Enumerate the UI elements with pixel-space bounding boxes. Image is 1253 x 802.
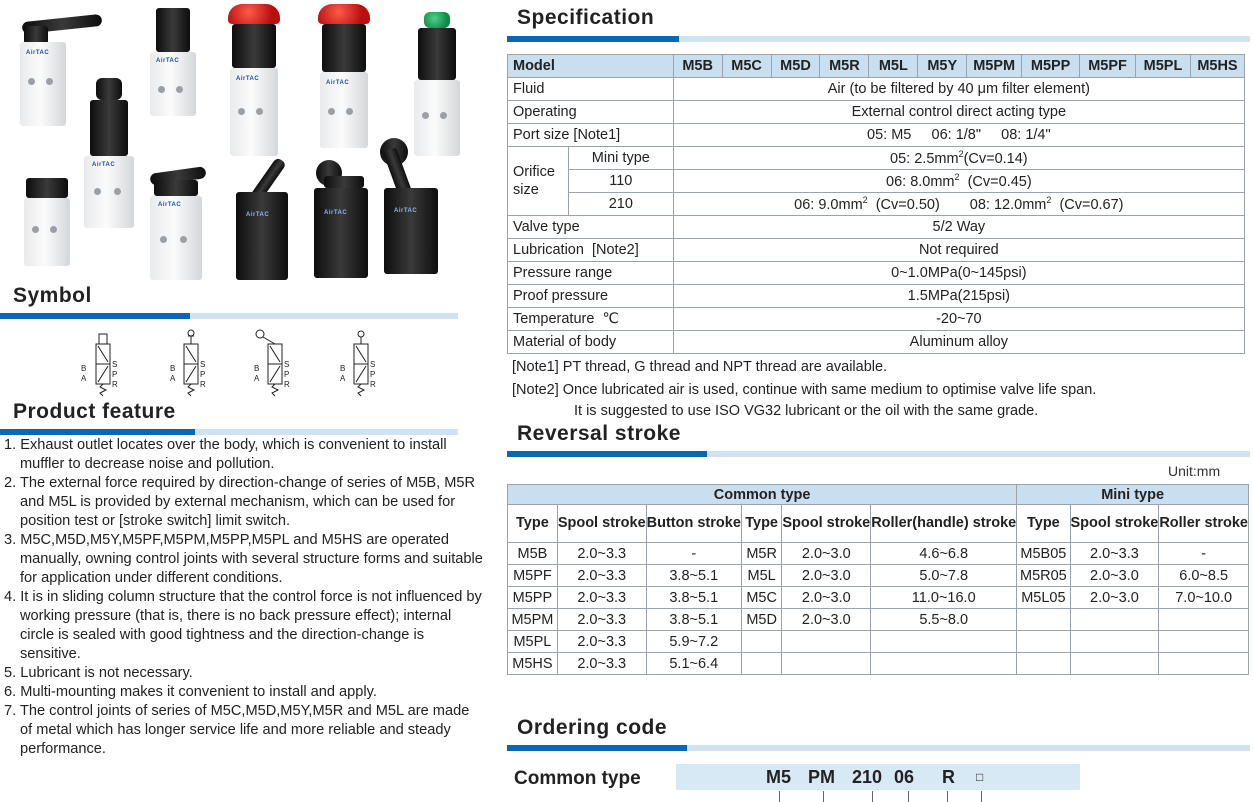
- spec-value: External control direct acting type: [673, 101, 1244, 124]
- spec-label: Operating: [508, 101, 674, 124]
- cell: [1070, 653, 1159, 675]
- col-header: Spool stroke: [1070, 505, 1159, 543]
- code-segment-series: M5: [766, 767, 792, 787]
- cell: M5PL: [508, 631, 558, 653]
- valve-photo-m5pf: [414, 12, 460, 156]
- cell: 2.0~3.0: [1070, 587, 1159, 609]
- feature-list: [4, 436, 484, 759]
- cell: [1017, 609, 1070, 631]
- port-b-label: B: [81, 364, 87, 373]
- orifice-sup: 2: [1046, 195, 1052, 206]
- port-s-label: S: [200, 360, 206, 369]
- cell: M5D: [741, 609, 781, 631]
- reversal-divider: [507, 451, 1250, 457]
- cell: 5.1~6.4: [646, 653, 741, 675]
- orifice-value: 06: 9.0mm: [794, 196, 863, 213]
- cell: M5B05: [1017, 543, 1070, 565]
- spec-row-material: [508, 331, 1245, 354]
- model-cell: M5D: [771, 55, 820, 78]
- feature-item: 1. Exhaust outlet locates over the body, which is convenient to install muffler to decrease noise and pollution.: [4, 437, 447, 472]
- cell: 3.8~5.1: [646, 609, 741, 631]
- cell: [741, 631, 781, 653]
- model-cell: M5R: [820, 55, 869, 78]
- cell: 2.0~3.0: [782, 609, 871, 631]
- spec-row-fluid: [508, 78, 1245, 101]
- spec-row-orifice-210: [508, 193, 1245, 216]
- cell: [1017, 653, 1070, 675]
- port-p-label: P: [284, 370, 290, 379]
- spec-value: 0~1.0MPa(0~145psi): [673, 262, 1244, 285]
- spec-label: Fluid: [508, 78, 674, 101]
- orifice-value: 06: 8.0mm: [886, 173, 955, 190]
- spec-value: Not required: [673, 239, 1244, 262]
- mini-type-header: Mini type: [1017, 485, 1249, 505]
- orifice-value: 05: 2.5mm: [890, 150, 959, 167]
- spec-divider: [507, 36, 1250, 42]
- cell: [1159, 631, 1249, 653]
- cell: 3.8~5.1: [646, 587, 741, 609]
- table-row: [508, 631, 1249, 653]
- spec-value: [673, 170, 1244, 193]
- valve-photo-m5pp: AirTAC: [150, 8, 196, 116]
- code-segment-thread: R: [942, 767, 955, 787]
- cell: 2.0~3.0: [782, 543, 871, 565]
- model-cell: M5B: [673, 55, 722, 78]
- spec-label: Proof pressure: [508, 285, 674, 308]
- valve-photo-m5l-roller: AirTAC: [380, 138, 438, 274]
- note-1: [Note1] PT thread, G thread and NPT thread are available.: [512, 359, 888, 375]
- model-cell: M5L: [869, 55, 918, 78]
- cell: 5.5~8.0: [871, 609, 1017, 631]
- orifice-cv: (Cv=0.45): [959, 173, 1032, 190]
- cell: [782, 653, 871, 675]
- spec-label: Port size [Note1]: [508, 124, 674, 147]
- valve-photo-m5d: AirTAC: [236, 156, 288, 280]
- cell: [1159, 609, 1249, 631]
- unit-label: Unit:mm: [1168, 463, 1221, 479]
- table-row: [508, 653, 1249, 675]
- code-tick: [823, 791, 824, 802]
- col-header: Spool stroke: [782, 505, 871, 543]
- cell: M5B: [508, 543, 558, 565]
- spec-value: [673, 193, 1244, 216]
- cell: 2.0~3.0: [1070, 565, 1159, 587]
- code-segment-port: 06: [894, 767, 915, 787]
- col-header: Button stroke: [646, 505, 741, 543]
- feature-item: 4. It is in sliding column structure that the control force is not influenced by working pressure (that is, there is no back pressure effect); internal circle is sealed with good tightness and the direction-change is sensitive.: [4, 589, 482, 662]
- spec-label: Temperature ℃: [508, 308, 674, 331]
- col-header: Spool stroke: [557, 505, 646, 543]
- table-row: [508, 543, 1249, 565]
- spec-row-lubrication: [508, 239, 1245, 262]
- cell: [1070, 609, 1159, 631]
- feature-item: 2. The external force required by direction-change of series of M5B, M5R and M5L is provided by external mechanism, which can be used for position test or [stroke switch] limit switch.: [4, 475, 476, 529]
- cell: -: [646, 543, 741, 565]
- cell: [1159, 653, 1249, 675]
- cell: M5R: [741, 543, 781, 565]
- cell: 5.9~7.2: [646, 631, 741, 653]
- cell: 4.6~6.8: [871, 543, 1017, 565]
- orifice-value: 08: 12.0mm: [969, 196, 1047, 213]
- cell: M5C: [741, 587, 781, 609]
- cell: 11.0~16.0: [871, 587, 1017, 609]
- code-tick: [981, 791, 982, 802]
- code-segment-size: 210: [852, 767, 883, 787]
- feature-divider: [0, 429, 458, 435]
- table-row: [508, 587, 1249, 609]
- cell: M5L: [741, 565, 781, 587]
- symbol-title: Symbol: [13, 284, 92, 307]
- spec-value: 05: M5 06: 1/8" 08: 1/4": [673, 124, 1244, 147]
- port-a-label: A: [81, 374, 87, 383]
- spec-label: Lubrication [Note2]: [508, 239, 674, 262]
- spec-notes: [512, 356, 1096, 420]
- reversal-group-row: [508, 485, 1249, 505]
- spec-title: Specification: [517, 6, 655, 29]
- cell: 2.0~3.3: [1070, 543, 1159, 565]
- spec-row-temperature: [508, 308, 1245, 331]
- feature-item: 7. The control joints of series of M5C,M5D,M5Y,M5R and M5L are made of metal which has longer service life and more reliable and steady performance.: [4, 703, 470, 757]
- valve-photo-m5b: [24, 178, 70, 266]
- model-cell: M5PF: [1080, 55, 1136, 78]
- model-cell: M5PL: [1136, 55, 1191, 78]
- valve-photo-m5r: AirTAC: [314, 160, 368, 278]
- cell: 2.0~3.0: [782, 565, 871, 587]
- reversal-header-row: [508, 505, 1249, 543]
- cell: [741, 653, 781, 675]
- spec-sublabel: 110: [568, 170, 673, 193]
- spec-row-orifice-110: [508, 170, 1245, 193]
- cell: 2.0~3.3: [557, 609, 646, 631]
- common-type-header: Common type: [508, 485, 1017, 505]
- cell: [871, 653, 1017, 675]
- spec-row-valve-type: [508, 216, 1245, 239]
- cell: 2.0~3.3: [557, 631, 646, 653]
- orifice-label-1: Orifice: [513, 164, 555, 180]
- code-tick: [947, 791, 948, 802]
- spec-row-proof: [508, 285, 1245, 308]
- port-p-label: P: [370, 370, 376, 379]
- col-header: Type: [1017, 505, 1070, 543]
- port-a-label: A: [340, 374, 346, 383]
- spec-value: 5/2 Way: [673, 216, 1244, 239]
- port-s-label: S: [370, 360, 376, 369]
- product-photos: [0, 0, 460, 282]
- spec-value: Air (to be filtered by 40 μm filter element): [673, 78, 1244, 101]
- spec-value: Aluminum alloy: [673, 331, 1244, 354]
- model-cell: M5HS: [1190, 55, 1244, 78]
- port-a-label: A: [170, 374, 176, 383]
- cell: 2.0~3.3: [557, 587, 646, 609]
- code-segment-option: □: [976, 770, 984, 784]
- spec-row-operating: [508, 101, 1245, 124]
- cell: 5.0~7.8: [871, 565, 1017, 587]
- port-r-label: R: [284, 380, 290, 389]
- cell: M5HS: [508, 653, 558, 675]
- cell: 2.0~3.3: [557, 565, 646, 587]
- note-2-cont: It is suggested to use ISO VG32 lubricant or the oil with the same grade.: [574, 403, 1039, 419]
- cell: M5R05: [1017, 565, 1070, 587]
- port-p-label: P: [200, 370, 206, 379]
- orifice-cv: (Cv=0.50): [867, 196, 940, 213]
- ordering-divider: [507, 745, 1250, 751]
- col-header: Roller(handle) stroke: [871, 505, 1017, 543]
- valve-photo-m5l: AirTAC: [18, 18, 68, 126]
- feature-title: Product feature: [13, 400, 176, 423]
- port-a-label: A: [254, 374, 260, 383]
- model-cell: M5Y: [918, 55, 967, 78]
- port-b-label: B: [340, 364, 346, 373]
- cell: 6.0~8.5: [1159, 565, 1249, 587]
- port-b-label: B: [170, 364, 176, 373]
- orifice-label: [508, 147, 569, 216]
- table-row: [508, 565, 1249, 587]
- cell: M5PF: [508, 565, 558, 587]
- valve-photo-m5pm-2: AirTAC: [318, 4, 370, 148]
- code-segment-type: PM: [808, 767, 835, 787]
- cell: 2.0~3.0: [782, 587, 871, 609]
- cell: [1070, 631, 1159, 653]
- orifice-label-2: size: [513, 182, 539, 198]
- cell: [1017, 631, 1070, 653]
- spec-label: Material of body: [508, 331, 674, 354]
- feature-item: 6. Multi-mounting makes it convenient to install and apply.: [4, 684, 377, 700]
- feature-item: 3. M5C,M5D,M5Y,M5PF,M5PM,M5PP,M5PL and M5HS are operated manually, owning control joints with several structure forms and suitable for application under different conditions.: [4, 532, 483, 586]
- spec-row-port: [508, 124, 1245, 147]
- orifice-sup: 2: [954, 172, 960, 183]
- symbol-diagrams: [78, 328, 388, 400]
- cell: 3.8~5.1: [646, 565, 741, 587]
- model-cell: M5PM: [967, 55, 1022, 78]
- orifice-sup: 2: [862, 195, 868, 206]
- spec-label: Pressure range: [508, 262, 674, 285]
- cell: 2.0~3.3: [557, 543, 646, 565]
- orifice-sup: 2: [958, 149, 964, 160]
- model-cell: M5C: [722, 55, 771, 78]
- cell: 7.0~10.0: [1159, 587, 1249, 609]
- cell: [871, 631, 1017, 653]
- orifice-cv: (Cv=0.67): [1051, 196, 1124, 213]
- spec-value: 1.5MPa(215psi): [673, 285, 1244, 308]
- port-r-label: R: [370, 380, 376, 389]
- code-tick: [872, 791, 873, 802]
- ordering-title: Ordering code: [517, 716, 668, 739]
- cell: 2.0~3.3: [557, 653, 646, 675]
- orifice-cv: (Cv=0.14): [963, 150, 1028, 167]
- col-header: Type: [741, 505, 781, 543]
- ordering-common-label: Common type: [514, 768, 641, 789]
- model-label: Model: [508, 55, 674, 78]
- spec-row-orifice-mini: [508, 147, 1245, 170]
- port-s-label: S: [112, 360, 118, 369]
- spec-table: [507, 54, 1245, 354]
- port-s-label: S: [284, 360, 290, 369]
- reversal-table: [507, 484, 1249, 675]
- port-r-label: R: [200, 380, 206, 389]
- reversal-title: Reversal stroke: [517, 422, 681, 445]
- feature-item: 5. Lubricant is not necessary.: [4, 665, 193, 681]
- cell: M5PM: [508, 609, 558, 631]
- col-header: Roller stroke: [1159, 505, 1249, 543]
- valve-photo-m5pl: AirTAC: [84, 78, 134, 228]
- cell: M5PP: [508, 587, 558, 609]
- port-p-label: P: [112, 370, 118, 379]
- cell: [782, 631, 871, 653]
- spec-sublabel: Mini type: [568, 147, 673, 170]
- spec-value: [673, 147, 1244, 170]
- cell: -: [1159, 543, 1249, 565]
- spec-label: Valve type: [508, 216, 674, 239]
- spec-row-pressure: [508, 262, 1245, 285]
- symbol-divider: [0, 313, 458, 319]
- spec-value: -20~70: [673, 308, 1244, 331]
- port-b-label: B: [254, 364, 260, 373]
- note-2: [Note2] Once lubricated air is used, continue with same medium to optimise valve life span.: [512, 382, 1097, 398]
- port-r-label: R: [112, 380, 118, 389]
- spec-sublabel: 210: [568, 193, 673, 216]
- table-row: [508, 609, 1249, 631]
- code-tick: [779, 791, 780, 802]
- code-tick: [908, 791, 909, 802]
- model-cell: M5PP: [1022, 55, 1080, 78]
- col-header: Type: [508, 505, 558, 543]
- cell: M5L05: [1017, 587, 1070, 609]
- spec-header-row: [508, 55, 1245, 78]
- valve-photo-m5pm: AirTAC: [228, 4, 280, 156]
- valve-photo-m5y: AirTAC: [150, 170, 202, 280]
